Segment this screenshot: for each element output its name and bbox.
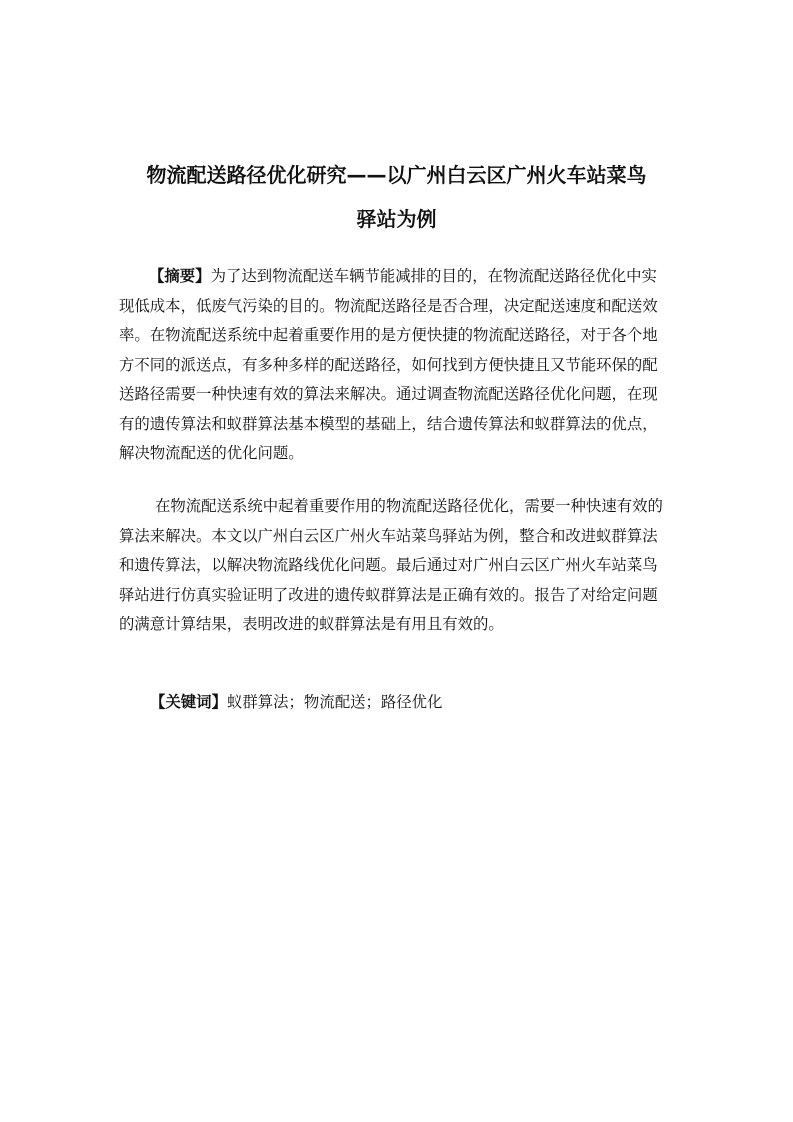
abstract-paragraph: [119, 262, 675, 469]
abstract-line-4: 方不同的派送点，有多种多样的配送路径，如何找到方便快捷且又节能环保的配: [119, 355, 658, 374]
para2-line-4: 驿站进行仿真实验证明了改进的遗传蚁群算法是正确有效的。报告了对给定问题: [119, 585, 658, 604]
para2-line-1: 在物流配送系统中起着重要作用的物流配送路径优化，需要一种快速有效的: [155, 497, 663, 515]
abstract-line-1-text: 为了达到物流配送车辆节能减排的目的，在物流配送路径优化中实: [210, 267, 657, 285]
keywords-label: 【关键词】: [150, 693, 227, 711]
abstract-line-7: 解决物流配送的优化问题。: [119, 444, 304, 462]
para2-line-3: 和遗传算法，以解决物流路线优化问题。最后通过对广州白云区广州火车站菜鸟: [119, 556, 658, 574]
keywords-line: [150, 688, 442, 718]
abstract-line-5: 送路径需要一种快速有效的算法来解决。通过调查物流配送路径优化问题，在现: [119, 385, 658, 403]
abstract-label: 【摘要】: [149, 267, 211, 285]
abstract-line-3: 率。在物流配送系统中起着重要作用的是方便快捷的物流配送路径，对于各个地: [119, 326, 658, 344]
para2-line-5: 的满意计算结果，表明改进的蚁群算法是有用且有效的。: [119, 615, 504, 633]
abstract-line-1: [119, 262, 675, 292]
abstract-line-6: 有的遗传算法和蚁群算法基本模型的基础上，结合遗传算法和蚁群算法的优点，: [119, 414, 658, 433]
keywords-text: 蚁群算法；物流配送；路径优化: [226, 693, 443, 711]
paper-title-line-1: 物流配送路径优化研究——以广州白云区广州火车站菜鸟: [146, 163, 647, 187]
para2-line-2: 算法来解决。本文以广州白云区广州火车站菜鸟驿站为例，整合和改进蚁群算法: [119, 526, 658, 545]
paper-title-line-2: 驿站为例: [356, 207, 437, 231]
body-paragraph-2: [119, 492, 675, 640]
abstract-line-2: 现低成本，低废气污染的目的。物流配送路径是否合理，决定配送速度和配送效: [119, 296, 658, 315]
